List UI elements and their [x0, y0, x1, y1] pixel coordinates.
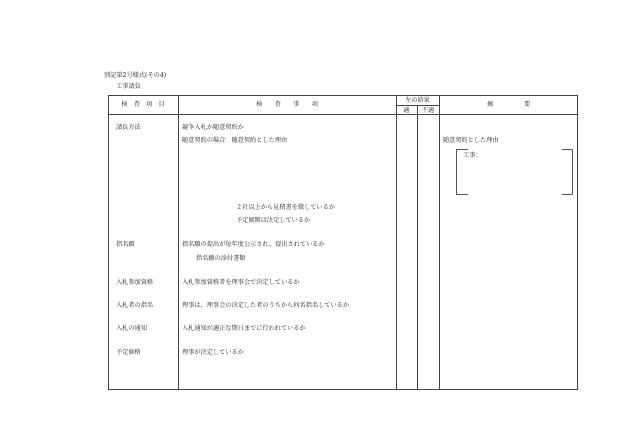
result-sub-divider — [396, 105, 439, 106]
item-bid-notice: 入札の通知 — [116, 325, 147, 332]
matter-multiple-quotes: ２社以上から見積書を徴しているか — [236, 204, 335, 211]
header-appropriate: 適 — [403, 107, 410, 114]
summary-bracket-right — [562, 149, 573, 195]
col-divider-item — [178, 95, 179, 390]
matter-competitive-or-negotiated: 競争入札か随意契約か — [182, 124, 244, 131]
matter-nomination-attachments: 指名願の添付書類 — [196, 255, 246, 262]
section-title: 工事請負 — [116, 83, 141, 90]
col-divider-summary — [439, 95, 440, 390]
header-summary: 摘 要 — [486, 101, 531, 108]
form-label: 別記第2号様式(その4) — [104, 72, 167, 79]
item-nomination: 指名願 — [116, 241, 135, 248]
header-bottom-line — [108, 114, 578, 115]
item-planned-price: 予定価格 — [116, 349, 141, 356]
summary-negotiated-reason: 随意契約とした理由 — [443, 137, 499, 144]
matter-bid-qualification: 入札参加資格者を理事会で決定しているか — [182, 279, 300, 286]
matter-planned-price: 理事が決定しているか — [182, 349, 244, 356]
matter-bid-notice: 入札通知が適正な期日までに行われているか — [182, 325, 306, 332]
matter-negotiated-reason: 随意契約の場合 随意契約とした理由 — [182, 137, 288, 144]
col-divider-result — [417, 105, 418, 390]
matter-bidder-nomination: 理事は、理事会の決定した者のうちから何名指名しているか — [182, 302, 350, 309]
header-inappropriate: 不適 — [421, 107, 435, 114]
col-divider-matter — [396, 95, 397, 390]
item-bid-qualification: 入札参加資格 — [116, 279, 154, 286]
item-bidder-nomination: 入札者の指名 — [116, 302, 154, 309]
matter-nomination-submitted: 指名願の提出が毎年度公示され、提出されているか — [182, 241, 325, 248]
item-contract-method: 請負方法 — [116, 124, 141, 131]
matter-planned-price-decided: 予定価額は決定しているか — [236, 217, 311, 224]
header-inspection-matter: 検 査 事 項 — [256, 101, 318, 108]
summary-construction-label: 工事： — [463, 152, 482, 159]
header-inspection-item: 検 査 項 目 — [121, 101, 165, 108]
header-result: 左の結果 — [405, 97, 430, 104]
